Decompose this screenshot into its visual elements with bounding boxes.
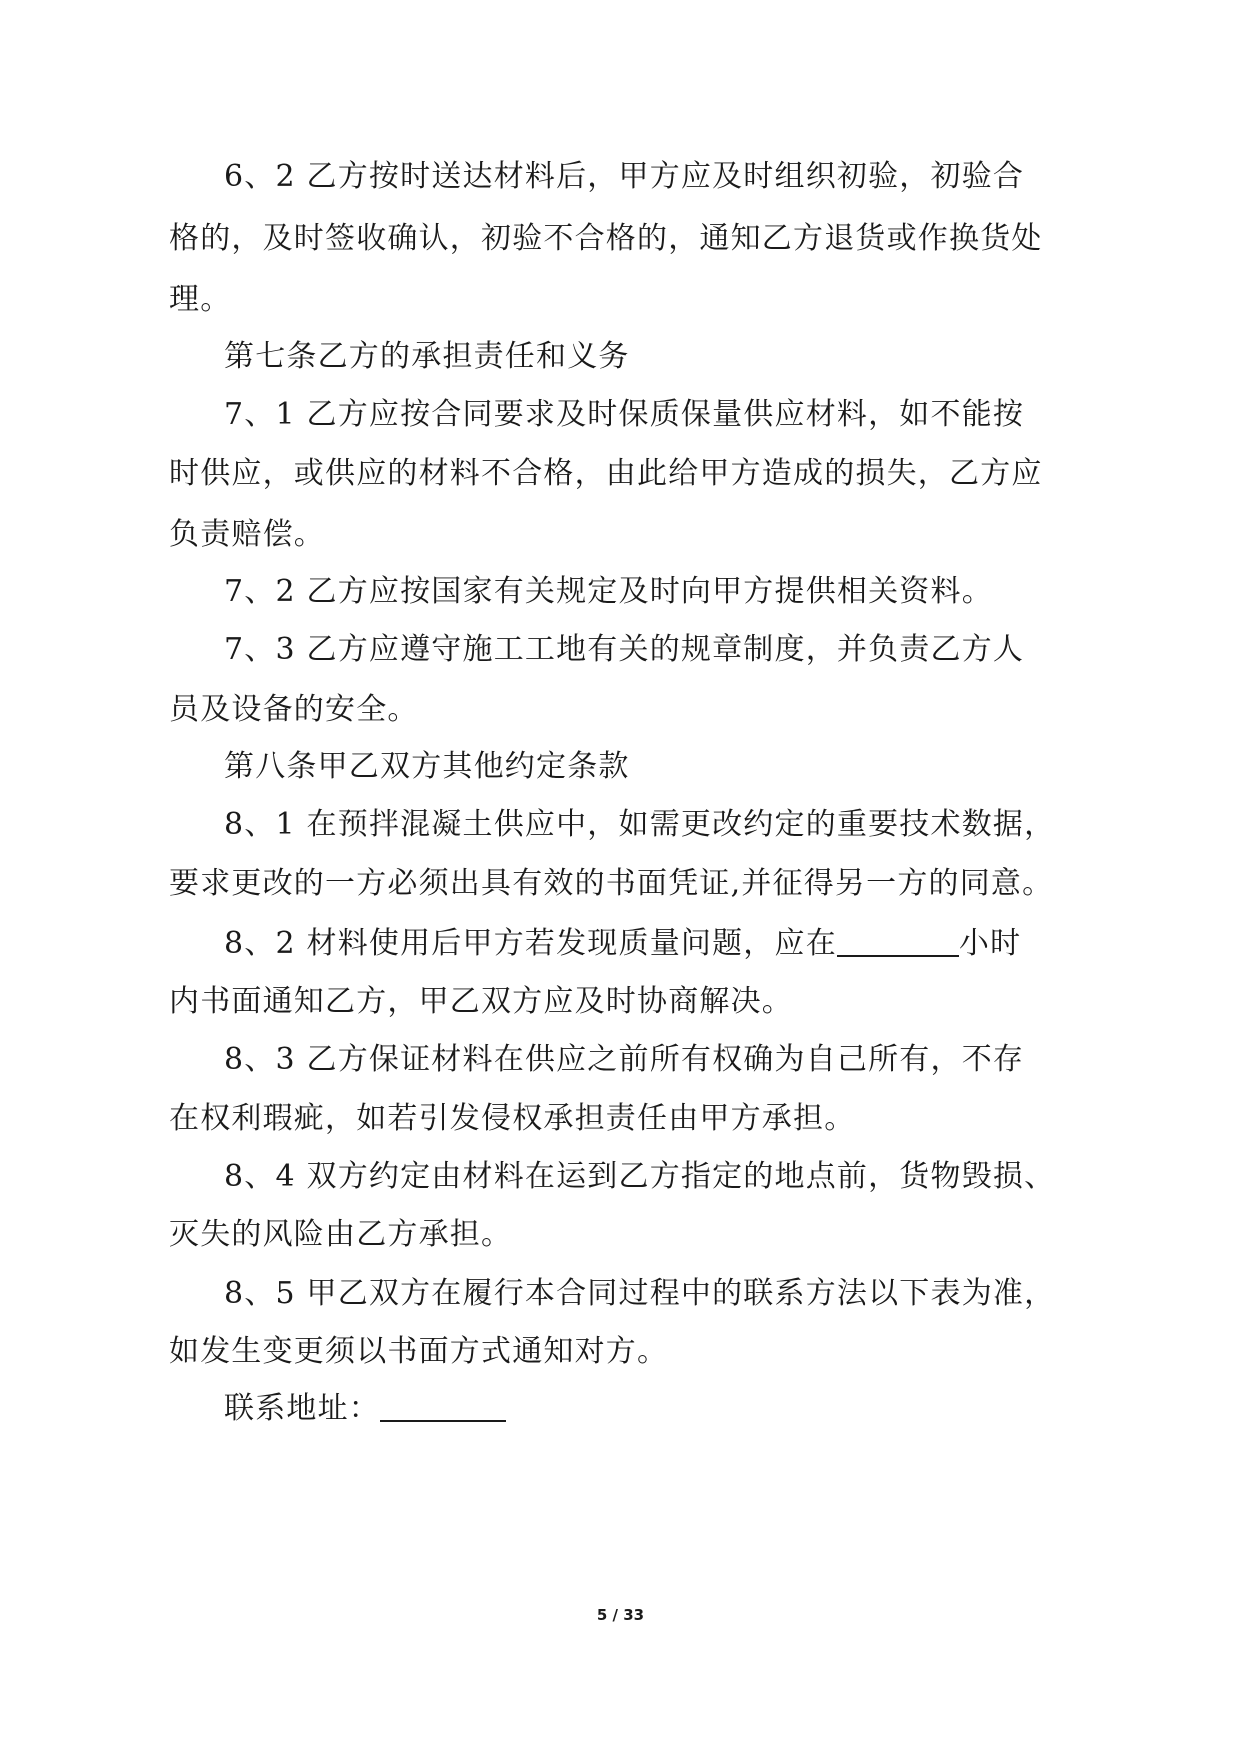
clause-7-3-line-2: 员及设备的安全。 [169, 692, 419, 727]
clause-7-1-line-1: 7、1 乙方应按合同要求及时保质保量供应材料，如不能按 [224, 397, 1025, 432]
clause-8-2-line-1 [224, 927, 1021, 961]
contact-address-line [224, 1392, 506, 1426]
clause-8-4-line-1: 8、4 双方约定由材料在运到乙方指定的地点前，货物毁损、 [224, 1159, 1056, 1194]
clause-7-1-line-3: 负责赔偿。 [169, 517, 325, 552]
clause-6-2-line-2: 格的，及时签收确认，初验不合格的，通知乙方退货或作换货处 [169, 221, 1043, 256]
clause-8-3-line-2: 在权利瑕疵，如若引发侵权承担责任由甲方承担。 [169, 1101, 856, 1136]
clause-7-3-line-1: 7、3 乙方应遵守施工工地有关的规章制度，并负责乙方人 [224, 632, 1025, 667]
clause-8-2-text-after-blank: 小时 [958, 926, 1022, 961]
clause-8-2-line-2: 内书面通知乙方，甲乙双方应及时协商解决。 [169, 984, 793, 1019]
page-number: 5 / 33 [596, 1606, 645, 1624]
clause-6-2-line-3: 理。 [169, 282, 232, 317]
clause-8-3-line-1: 8、3 乙方保证材料在供应之前所有权确为自己所有，不存 [224, 1042, 1025, 1077]
clause-7-1-line-2: 时供应，或供应的材料不合格，由此给甲方造成的损失，乙方应 [169, 456, 1043, 491]
section-7-heading: 第七条乙方的承担责任和义务 [224, 339, 630, 374]
clause-6-2-line-1: 6、2 乙方按时送达材料后，甲方应及时组织初验，初验合 [224, 159, 1025, 194]
contact-address-blank [380, 1394, 506, 1422]
section-8-heading: 第八条甲乙双方其他约定条款 [224, 749, 630, 784]
clause-8-5-line-2: 如发生变更须以书面方式通知对方。 [169, 1334, 669, 1369]
contact-address-label: 联系地址： [224, 1391, 380, 1426]
clause-8-1-line-1: 8、1 在预拌混凝土供应中，如需更改约定的重要技术数据， [224, 807, 1056, 842]
clause-8-2-text-before-blank: 8、2 材料使用后甲方若发现质量问题，应在 [224, 926, 837, 961]
clause-7-2-line-1: 7、2 乙方应按国家有关规定及时向甲方提供相关资料。 [224, 574, 993, 609]
clause-8-1-line-2: 要求更改的一方必须出具有效的书面凭证,并征得另一方的同意。 [169, 866, 1054, 901]
hours-blank [837, 929, 959, 957]
clause-8-5-line-1: 8、5 甲乙双方在履行本合同过程中的联系方法以下表为准， [224, 1276, 1056, 1311]
clause-8-4-line-2: 灭失的风险由乙方承担。 [169, 1217, 513, 1252]
